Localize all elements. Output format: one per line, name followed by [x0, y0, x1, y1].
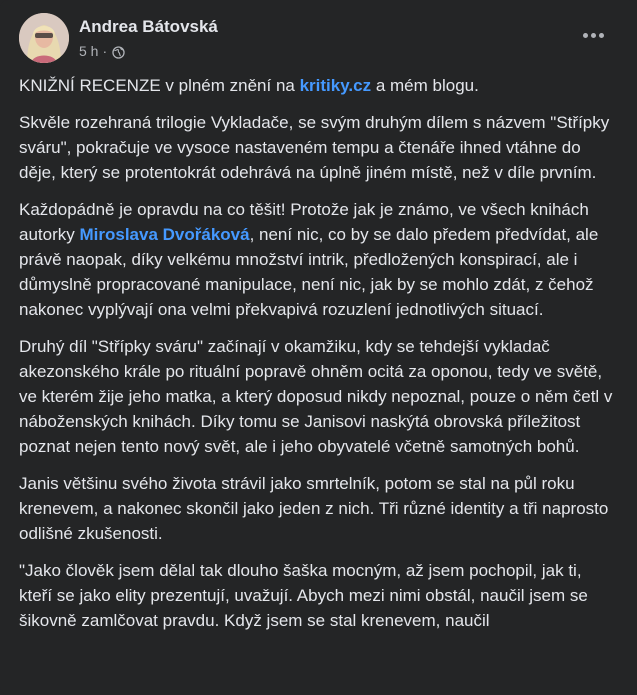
- more-horizontal-icon: [599, 33, 604, 38]
- post-meta: [79, 16, 218, 60]
- author-tag-link[interactable]: Miroslava Dvořáková: [79, 225, 250, 244]
- post-subline: [79, 42, 218, 60]
- paragraph-4: Druhý díl "Střípky sváru" začínají v okamžiku, kdy se tehdejší vykladač akezonského krále po rituální popravě ohněm ocitá za oponou, tedy ve světě, ve kterém žije jeho matka, a který doposud nikdy nepoznal, pouze o něm četl v náboženských knihách. Díky tomu se Janisovi naskýtá obrovská příležitost poznat nejen tento nový svět, ale i jeho obyvatelé včetně samotných bohů.: [19, 337, 613, 456]
- paragraph-1-before: KNIŽNÍ RECENZE v plném znění na: [19, 76, 300, 95]
- more-options-button[interactable]: [575, 20, 611, 50]
- more-horizontal-icon: [591, 33, 596, 38]
- post-header: [19, 12, 218, 64]
- paragraph-3-before: Každopádně je opravdu na co těšit! Protože jak je známo, ve všech knihách autorky: [19, 200, 589, 244]
- paragraph-5: Janis většinu svého života strávil jako smrtelník, potom se stal na půl roku krenevem, a nakonec skončil jako jeden z nich. Tři různé identity a tři naprosto odlišné zkušenosti.: [19, 474, 609, 543]
- paragraph-3: [19, 197, 619, 322]
- paragraph-6: "Jako člověk jsem dělal tak dlouho šaška mocným, až jsem pochopil, jak ti, kteří se jako elity prezentují, uvažují. Abych mezi nimi obstál, naučil jsem se šikovně zamlčovat pravdu. Když jsem se stal krenevem, naučil: [19, 561, 588, 630]
- avatar[interactable]: [19, 13, 69, 63]
- separator-dot: ·: [102, 43, 108, 59]
- paragraph-3-after: , není nic, co by se dalo předem předvídat, ale právě naopak, díky velkému množství intrik, předložených konspirací, ale i důmyslně propracované manipulace, není nic, jak by se mohlo zdát, z čehož nakonec vyplývají ona velmi překvapivá rozuzlení jednotlivých situací.: [19, 225, 599, 319]
- link-kritiky[interactable]: kritiky.cz: [299, 76, 372, 95]
- paragraph-1-after: a mém blogu.: [371, 76, 479, 95]
- author-name[interactable]: Andrea Bátovská: [79, 17, 218, 36]
- globe-icon[interactable]: [112, 45, 125, 58]
- post-text: [19, 73, 619, 645]
- paragraph-2: Skvěle rozehraná trilogie Vykladače, se svým druhým dílem s názvem "Střípky sváru", pokračuje ve vysoce nastaveném tempu a čtenáře ihned vtáhne do děje, který se protentokrát odehrává na úplně jiném místě, než v díle prvním.: [19, 113, 610, 182]
- paragraph-1: [19, 73, 619, 98]
- more-horizontal-icon: [583, 33, 588, 38]
- post-timestamp[interactable]: 5 h: [79, 43, 99, 59]
